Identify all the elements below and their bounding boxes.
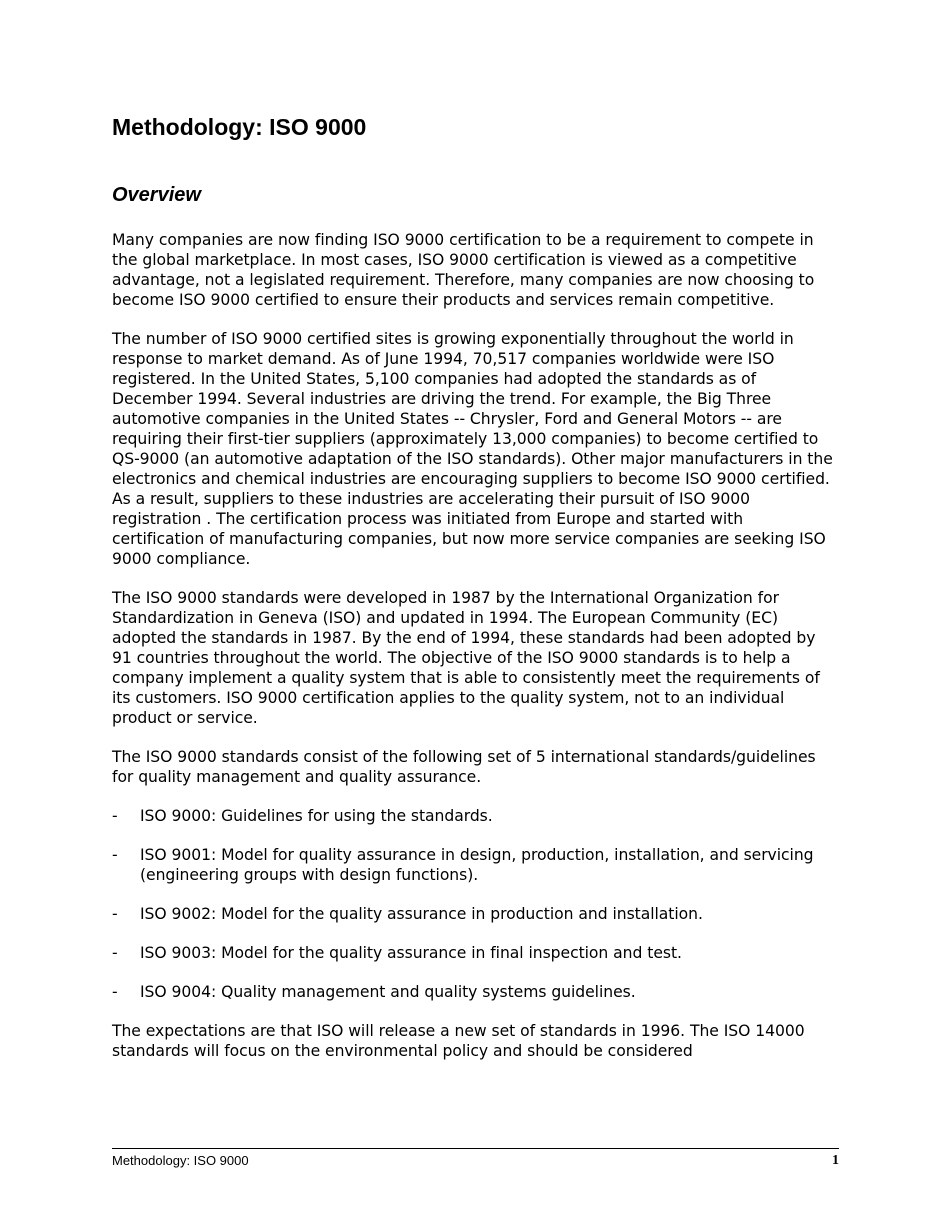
- bullet-dash: -: [112, 905, 118, 923]
- bullet-dash: -: [112, 807, 118, 825]
- list-item-text: ISO 9004: Quality management and quality systems guidelines.: [140, 983, 636, 1001]
- list-item-text: ISO 9002: Model for the quality assurance in production and installation.: [140, 905, 703, 923]
- standards-list: [112, 806, 840, 1002]
- document-body: [112, 230, 840, 1080]
- page-number: 1: [832, 1153, 839, 1168]
- bullet-dash: -: [112, 846, 118, 864]
- paragraph: The ISO 9000 standards consist of the following set of 5 international standards/guidelines for quality management and quality assurance.: [112, 748, 816, 786]
- footer-divider: [112, 1148, 839, 1149]
- list-item-text: ISO 9000: Guidelines for using the standards.: [140, 807, 493, 825]
- list-item: [112, 806, 840, 826]
- paragraph: The number of ISO 9000 certified sites is growing exponentially throughout the world in response to market demand. As of June 1994, 70,517 companies worldwide were ISO registered. In the United States, 5,100 companies had adopted the standards as of December 1994. Several industries are driving the trend. For example, the Big Three automotive companies in the United States -- Chrysler, Ford and General Motors -- are requiring their first-tier suppliers (approximately 13,000 companies) to become certified to QS-9000 (an automotive adaptation of the ISO standards). Other major manufacturers in the electronics and chemical industries are encouraging suppliers to become ISO 9000 certified. As a result, suppliers to these industries are accelerating their pursuit of ISO 9000 registration . The certification process was initiated from Europe and started with certification of manufacturing companies, but now more service companies are seeking ISO 9000 compliance.: [112, 330, 833, 568]
- bullet-dash: -: [112, 944, 118, 962]
- list-item-text: ISO 9003: Model for the quality assurance in final inspection and test.: [140, 944, 682, 962]
- paragraph: The expectations are that ISO will release a new set of standards in 1996. The ISO 14000 standards will focus on the environmental policy and should be considered: [112, 1022, 805, 1060]
- list-item: [112, 845, 840, 885]
- list-item-text: ISO 9001: Model for quality assurance in design, production, installation, and servicing (engineering groups with design functions).: [140, 846, 814, 884]
- section-heading: Overview: [112, 184, 201, 206]
- bullet-dash: -: [112, 983, 118, 1001]
- list-item: [112, 904, 840, 924]
- page-title: Methodology: ISO 9000: [112, 114, 367, 140]
- footer-running-title: Methodology: ISO 9000: [112, 1153, 249, 1168]
- paragraph: The ISO 9000 standards were developed in 1987 by the International Organization for Standardization in Geneva (ISO) and updated in 1994. The European Community (EC) adopted the standards in 1987. By the end of 1994, these standards had been adopted by 91 countries throughout the world. The objective of the ISO 9000 standards is to help a company implement a quality system that is able to consistently meet the requirements of its customers. ISO 9000 certification applies to the quality system, not to an individual product or service.: [112, 589, 820, 727]
- paragraph: Many companies are now finding ISO 9000 certification to be a requirement to compete in the global marketplace. In most cases, ISO 9000 certification is viewed as a competitive advantage, not a legislated requirement. Therefore, many companies are now choosing to become ISO 9000 certified to ensure their products and services remain competitive.: [112, 231, 815, 309]
- list-item: [112, 982, 840, 1002]
- list-item: [112, 943, 840, 963]
